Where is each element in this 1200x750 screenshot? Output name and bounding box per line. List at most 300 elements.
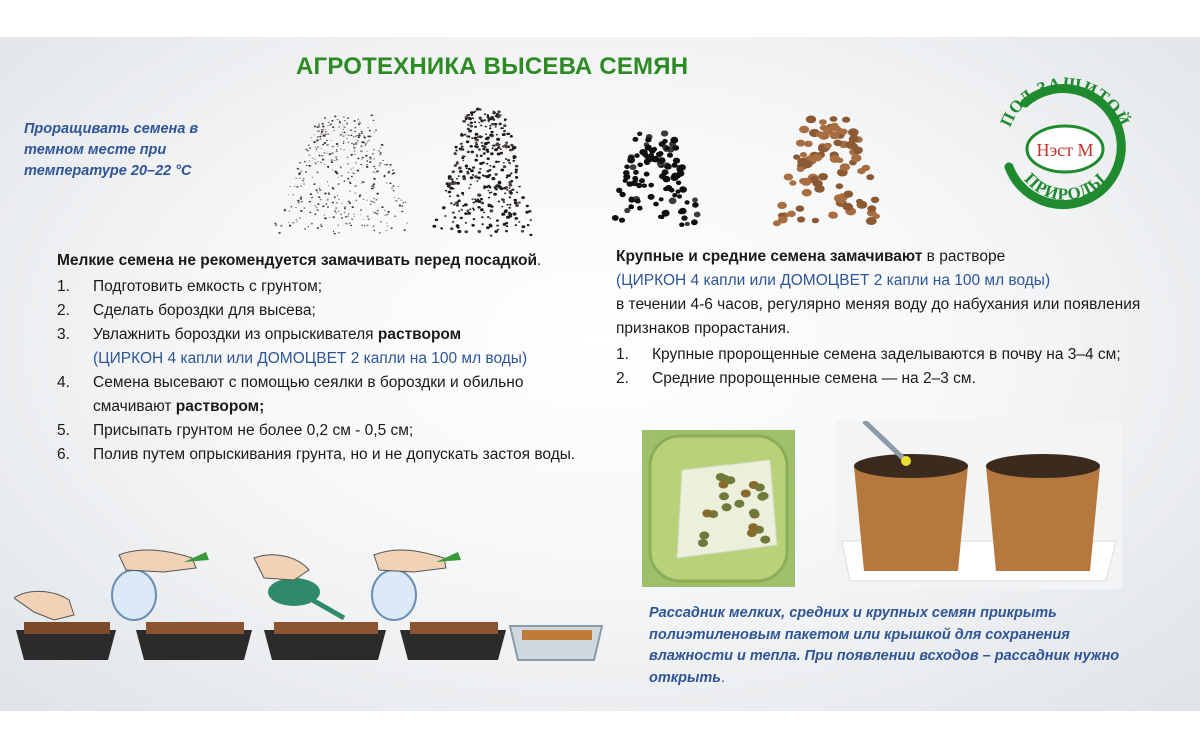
seed-dot — [318, 126, 320, 128]
seed-dot — [323, 152, 325, 154]
seed-dot — [376, 193, 379, 195]
seed-dot — [487, 141, 490, 143]
seed-dot — [367, 215, 369, 217]
seed-dot — [508, 181, 512, 184]
seed-dot — [326, 140, 328, 141]
seed-dot — [722, 503, 732, 511]
seed-dot — [353, 143, 354, 144]
seed-dot — [521, 230, 524, 233]
seed-dot — [321, 131, 323, 133]
seed-dot — [466, 135, 468, 137]
seed-dot — [359, 121, 360, 122]
seed-dot — [453, 204, 456, 206]
seed-dot — [348, 172, 349, 173]
seed-dot — [509, 149, 513, 152]
seed-dot — [350, 225, 352, 227]
seed-dot — [355, 162, 357, 163]
seed-dot — [363, 181, 365, 182]
seed-dot — [332, 169, 333, 170]
seed-dot — [474, 159, 478, 162]
seed-dot — [473, 209, 475, 211]
seed-dot — [356, 200, 358, 201]
seed-dot — [365, 155, 367, 157]
seed-dot — [509, 187, 511, 189]
seed-dot — [471, 114, 474, 116]
seed-dot — [332, 202, 334, 204]
seed-dot — [633, 170, 639, 175]
seed-dot — [796, 205, 805, 211]
seed-dot — [525, 211, 529, 214]
seed-dot — [292, 194, 294, 195]
seed-dot — [381, 206, 383, 208]
seed-dot — [327, 181, 328, 182]
seed-dot — [303, 207, 305, 209]
seed-dot — [702, 509, 712, 517]
seed-dot — [466, 140, 470, 143]
seed-dot — [483, 152, 486, 154]
seed-dot — [824, 143, 832, 149]
step-text: Полив путем опрыскивания грунта, но и не допускать застоя воды. — [93, 446, 576, 463]
seed-dot — [498, 181, 502, 184]
seed-dot — [778, 216, 788, 223]
seed-dot — [481, 223, 484, 225]
seed-dot — [373, 198, 374, 199]
seed-dot — [309, 160, 311, 161]
seed-dot — [755, 484, 765, 492]
seed-dot — [365, 145, 366, 146]
seed-dot — [326, 153, 327, 154]
seed-dot — [371, 201, 373, 203]
seed-dot — [680, 186, 686, 191]
seed-dot — [342, 124, 343, 125]
seed-dot — [645, 137, 651, 142]
seed-dot — [497, 153, 501, 156]
seed-dot — [402, 202, 404, 204]
seed-dot — [510, 172, 512, 174]
seed-dot — [784, 174, 793, 181]
step-text: Присыпать грунтом не более 0,2 см - 0,5 см; — [93, 422, 414, 439]
seed-dot — [321, 225, 323, 227]
seed-dot — [384, 176, 386, 177]
seed-dot — [787, 211, 796, 217]
list-item — [57, 275, 577, 299]
seed-dot — [332, 126, 334, 128]
seed-dot — [462, 160, 464, 162]
seed-dot — [461, 149, 463, 151]
seed-dot — [480, 125, 483, 127]
seed-dot — [331, 152, 333, 154]
seed-dot — [361, 183, 362, 184]
seed-dot — [356, 135, 358, 137]
seed-dot — [317, 130, 320, 132]
seed-dot — [496, 142, 499, 145]
seed-dot — [327, 166, 329, 168]
seed-dot — [725, 476, 735, 484]
seed-dot — [464, 212, 467, 215]
small-seeds-image — [430, 89, 540, 239]
seed-dot — [458, 200, 460, 202]
seed-dot — [665, 164, 672, 170]
seed-dot — [505, 230, 507, 232]
seed-dot — [450, 227, 453, 230]
seed-dot — [493, 119, 496, 121]
seed-dot — [496, 219, 499, 221]
seed-dot — [685, 200, 690, 204]
seed-dot — [401, 211, 403, 213]
seed-dot — [337, 119, 339, 120]
seed-dot — [504, 144, 508, 147]
step-bold: раствором — [377, 326, 462, 343]
seed-dot — [347, 135, 349, 137]
seed-dot — [454, 153, 457, 155]
seed-dot — [670, 137, 678, 144]
seed-dot — [470, 145, 473, 148]
seed-dot — [490, 209, 494, 212]
seed-dot — [833, 140, 842, 147]
seed-dot — [789, 180, 796, 185]
seed-dot — [504, 118, 507, 120]
seed-dot — [354, 216, 355, 217]
seed-dot — [319, 188, 320, 189]
seed-dot — [344, 208, 346, 209]
seed-dot — [479, 168, 482, 170]
seed-dot — [336, 202, 337, 203]
seed-dot — [828, 212, 838, 219]
seed-dot — [386, 182, 388, 183]
seed-dot — [369, 130, 371, 132]
seed-dot — [327, 134, 329, 135]
seed-dot — [347, 157, 349, 159]
tray-1 — [14, 591, 116, 660]
step-number: 6. — [57, 446, 70, 463]
list-item — [57, 299, 577, 323]
seed-dot — [508, 207, 510, 209]
seed-dot — [830, 116, 838, 122]
seed-dot — [644, 172, 650, 177]
seed-dot — [513, 146, 517, 149]
seed-dot — [324, 214, 326, 215]
seed-dot — [490, 235, 492, 237]
seed-dot — [503, 162, 505, 164]
seed-dot — [369, 140, 370, 141]
seed-dot — [631, 180, 638, 186]
seed-dot — [388, 171, 389, 172]
seed-dot — [501, 198, 503, 200]
seed-dot — [326, 218, 327, 219]
seed-dot — [361, 131, 362, 132]
seed-dot — [343, 129, 344, 130]
seed-dot — [511, 189, 513, 191]
seed-dot — [673, 145, 680, 151]
seed-dot — [361, 164, 363, 165]
seed-dot — [375, 129, 377, 131]
large-seeds-section — [616, 245, 1161, 391]
seed-dot — [490, 152, 494, 155]
seed-dot — [637, 132, 642, 136]
seed-dot — [462, 205, 465, 207]
seed-dot — [503, 223, 507, 226]
seed-dot — [296, 221, 297, 222]
seed-dot — [304, 228, 306, 229]
seed-dot — [699, 531, 709, 539]
seed-dot — [386, 223, 387, 224]
step-number: 2. — [57, 302, 70, 319]
seed-dot — [304, 161, 306, 162]
seed-dot — [357, 140, 359, 142]
seed-dot — [514, 199, 517, 202]
seed-dot — [639, 178, 645, 183]
seed-dot — [371, 115, 373, 117]
seed-dot — [698, 539, 708, 547]
seed-dot — [449, 195, 451, 197]
seed-dot — [322, 159, 324, 161]
seed-dot — [343, 141, 344, 142]
seed-dot — [349, 203, 351, 205]
seed-dot — [349, 182, 351, 184]
seed-dot — [477, 136, 480, 138]
seed-dot — [462, 194, 464, 196]
seed-dot — [340, 167, 342, 169]
seed-dot — [493, 111, 496, 113]
seed-dot — [526, 205, 529, 208]
seed-dot — [325, 134, 326, 135]
seed-dot — [358, 137, 360, 139]
seed-dot — [368, 218, 370, 220]
seed-dot — [355, 143, 358, 145]
seed-dot — [334, 171, 337, 173]
seed-dot — [394, 215, 396, 217]
seed-dot — [473, 111, 475, 113]
seed-dot — [462, 120, 466, 123]
seed-dot — [812, 218, 819, 224]
seed-dot — [495, 115, 498, 117]
seed-dot — [484, 113, 486, 115]
list-item — [616, 367, 1161, 391]
seed-dot — [363, 135, 365, 136]
seed-dot — [317, 209, 319, 211]
seed-dot — [458, 175, 460, 177]
seed-dot — [478, 171, 481, 174]
seed-dot — [390, 164, 392, 166]
seed-dot — [459, 166, 462, 168]
tray-5 — [510, 626, 602, 660]
seed-dot — [505, 142, 508, 144]
seed-dot — [513, 160, 516, 162]
seed-dot — [347, 117, 349, 119]
seed-dot — [469, 208, 471, 210]
seed-dot — [328, 185, 329, 186]
seed-dot — [398, 186, 399, 187]
seed-dot — [489, 165, 491, 167]
sowing-process-illustration — [14, 540, 604, 665]
seed-dot — [401, 205, 403, 206]
seed-dot — [275, 225, 277, 227]
seed-dot — [488, 197, 490, 199]
seed-dot — [658, 157, 666, 164]
seed-dot — [386, 164, 388, 165]
seed-dot — [487, 136, 490, 138]
seed-dot — [390, 182, 392, 184]
seed-dot — [494, 230, 498, 233]
seed-dot — [298, 169, 300, 170]
seed-dot — [336, 213, 337, 214]
seed-dot — [485, 149, 489, 152]
seed-dot — [321, 155, 323, 157]
seed-dot — [316, 171, 318, 173]
seed-dot — [529, 234, 532, 236]
seed-dot — [348, 201, 350, 202]
seed-dot — [367, 127, 368, 128]
seed-dot — [637, 163, 643, 168]
seed-dot — [322, 123, 324, 125]
large-seeds-heading: Крупные и средние семена замачивают — [616, 248, 923, 265]
seed-dot — [359, 196, 361, 197]
seed-dot — [456, 178, 458, 180]
seed-dot — [624, 165, 629, 170]
seed-dot — [474, 175, 478, 178]
seed-dot — [338, 199, 340, 200]
seed-dot — [676, 181, 681, 186]
seed-dot — [319, 189, 322, 191]
seed-dot — [299, 162, 301, 163]
seed-dot — [331, 159, 333, 160]
seed-dot — [848, 128, 859, 136]
seed-dot — [473, 218, 476, 220]
seed-dot — [455, 201, 459, 204]
seed-dot — [470, 184, 472, 186]
seed-dot — [370, 204, 372, 206]
seed-dot — [460, 209, 463, 211]
seed-dot — [373, 225, 375, 227]
seed-dot — [316, 148, 318, 150]
seed-dot — [667, 153, 673, 158]
seed-dot — [474, 198, 476, 200]
seed-dot — [314, 134, 315, 135]
seed-dot — [302, 180, 304, 182]
seed-dot — [659, 197, 664, 201]
seed-dot — [351, 154, 353, 156]
seed-dot — [844, 191, 854, 198]
seed-dot — [334, 197, 336, 198]
seed-dot — [482, 174, 485, 176]
seed-dot — [629, 197, 635, 203]
seed-dot — [734, 500, 744, 508]
seed-dot — [366, 225, 368, 227]
seed-dot — [508, 191, 510, 193]
seed-dot — [472, 117, 474, 119]
seed-dot — [514, 201, 518, 204]
seed-dot — [471, 137, 473, 139]
step-text: Подготовить емкость с грунтом; — [93, 278, 323, 295]
seed-dot — [503, 130, 506, 132]
seed-dot — [472, 174, 474, 176]
seed-dot — [300, 210, 302, 212]
bottom-note-end: . — [720, 669, 725, 686]
list-item — [57, 419, 577, 443]
seed-dot — [331, 120, 333, 122]
seed-dot — [369, 158, 371, 160]
seed-dot — [373, 158, 375, 159]
seed-dot — [367, 136, 369, 138]
seed-dot — [456, 163, 459, 165]
seed-dot — [472, 166, 475, 168]
seed-dot — [357, 158, 359, 160]
seed-dot — [502, 133, 505, 136]
seed-dot — [301, 201, 303, 203]
seed-dot — [506, 204, 508, 206]
seed-dot — [386, 230, 388, 231]
seed-dot — [376, 171, 379, 173]
seed-dot — [440, 227, 443, 229]
seed-dot — [322, 205, 324, 207]
seed-dot — [487, 116, 490, 118]
seed-dot — [478, 200, 482, 203]
seed-dot — [648, 195, 654, 200]
seed-dot — [679, 222, 684, 227]
seed-dot — [324, 142, 326, 144]
seed-dot — [496, 225, 499, 227]
seed-dot — [462, 155, 464, 157]
seed-dot — [468, 187, 470, 189]
seed-dot — [348, 213, 349, 214]
seed-dot — [309, 212, 311, 214]
seed-dot — [354, 150, 356, 152]
small-seeds-heading-line — [57, 249, 577, 273]
seed-dot — [353, 168, 354, 169]
seed-dot — [474, 126, 477, 128]
seed-dot — [497, 110, 500, 113]
seed-dot — [518, 221, 520, 223]
seed-dot — [748, 523, 758, 531]
seed-dot — [653, 202, 659, 207]
seed-dot — [384, 210, 385, 211]
heading-rest: в растворе — [922, 248, 1006, 265]
seed-dot — [384, 164, 386, 166]
seed-dot — [387, 225, 389, 226]
seed-dot — [311, 223, 313, 225]
seed-dot — [489, 174, 491, 176]
seed-dot — [300, 196, 302, 198]
seed-dot — [348, 142, 349, 143]
seed-dot — [509, 204, 511, 206]
seed-dot — [351, 176, 353, 177]
seed-dot — [480, 208, 484, 211]
seed-dot — [491, 177, 495, 180]
peat-pots-photo — [836, 421, 1122, 589]
seed-dot — [315, 146, 316, 147]
seed-dot — [406, 223, 407, 224]
seed-dot — [337, 195, 338, 196]
seed-dot — [842, 117, 850, 123]
seed-dot — [843, 203, 854, 211]
seed-dot — [305, 171, 307, 173]
list-item — [57, 371, 577, 419]
seed-dot — [392, 170, 394, 171]
seed-dot — [527, 224, 530, 226]
seed-dot — [329, 125, 330, 126]
seed-dot — [374, 212, 377, 214]
seed-dot — [456, 204, 459, 206]
seed-dot — [719, 492, 729, 500]
seed-dot — [358, 123, 360, 124]
seed-dot — [503, 165, 506, 168]
seed-dot — [366, 164, 368, 166]
seed-dot — [489, 127, 492, 129]
seed-dot — [361, 225, 363, 226]
seed-dot — [460, 143, 462, 145]
tiny-seeds-image — [270, 97, 420, 237]
seed-dot — [483, 146, 486, 149]
